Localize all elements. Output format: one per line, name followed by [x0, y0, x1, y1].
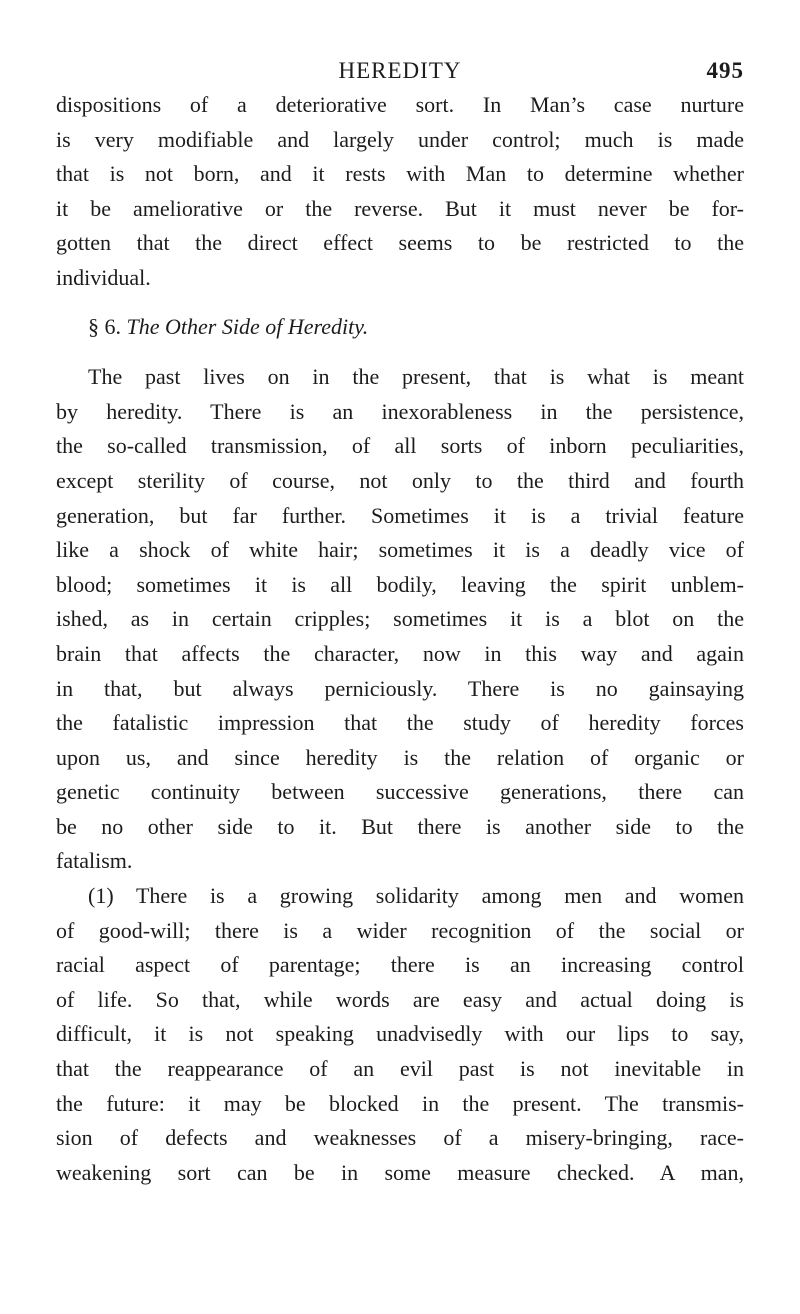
text-line: genetic continuity between successive generations, there can	[56, 779, 744, 805]
text-line: like a shock of white hair; sometimes it is a deadly vice of	[56, 537, 744, 563]
running-head	[56, 58, 744, 88]
section-title: The Other Side of Heredity.	[126, 313, 369, 339]
text-line: generation, but far further. Sometimes it is a trivial feature	[56, 502, 744, 528]
text-line: that is not born, and it rests with Man to determine whether	[56, 161, 744, 187]
text-line: difficult, it is not speaking unadvisedly with our lips to say,	[56, 1021, 744, 1047]
text-line: dispositions of a deteriorative sort. In Man’s case nurture	[56, 92, 744, 117]
text-line: upon us, and since heredity is the relation of organic or	[56, 744, 744, 770]
paragraph	[56, 360, 744, 879]
text-line: it be ameliorative or the reverse. But it must never be for-	[56, 195, 744, 221]
text-line: ished, as in certain cripples; sometimes it is a blot on the	[56, 606, 744, 632]
text-line: brain that affects the character, now in this way and again	[56, 640, 744, 666]
text-line: that the reappearance of an evil past is not inevitable in	[56, 1056, 744, 1082]
text-line: gotten that the direct effect seems to be restricted to the	[56, 230, 744, 256]
text-line: racial aspect of parentage; there is an increasing control	[56, 952, 744, 978]
text-line: the future: it may be blocked in the present. The transmis-	[56, 1090, 744, 1116]
page-number: 495	[706, 58, 744, 83]
text-line: sion of defects and weaknesses of a misery-bringing, race-	[56, 1125, 744, 1151]
section-heading	[56, 310, 744, 345]
paragraph	[56, 88, 744, 296]
text-line: be no other side to it. But there is another side to the	[56, 813, 744, 839]
text-line: in that, but always perniciously. There is no gainsaying	[56, 675, 744, 701]
text-line: (1) There is a growing solidarity among men and women	[88, 883, 744, 909]
text-line: is very modifiable and largely under control; much is made	[56, 126, 744, 152]
text-line: individual.	[56, 264, 151, 290]
text-line: the fatalistic impression that the study of heredity forces	[56, 710, 744, 736]
text-line: The past lives on in the present, that is what is meant	[88, 364, 744, 390]
text-line: except sterility of course, not only to the third and fourth	[56, 467, 744, 493]
text-line: of life. So that, while words are easy and actual doing is	[56, 986, 744, 1012]
text-line: the so-called transmission, of all sorts of inborn peculiarities,	[56, 433, 744, 459]
body-text	[56, 88, 744, 1190]
text-line: blood; sometimes it is all bodily, leaving the spirit unblem-	[56, 571, 744, 597]
text-line: by heredity. There is an inexorableness in the persistence,	[56, 398, 744, 424]
paragraph	[56, 879, 744, 1190]
section-number: § 6.	[88, 313, 121, 339]
running-title: HEREDITY	[338, 58, 462, 83]
text-line: of good-will; there is a wider recognition of the social or	[56, 917, 744, 943]
book-page	[56, 58, 744, 1190]
text-line: fatalism.	[56, 848, 133, 874]
text-line: weakening sort can be in some measure checked. A man,	[56, 1159, 744, 1185]
